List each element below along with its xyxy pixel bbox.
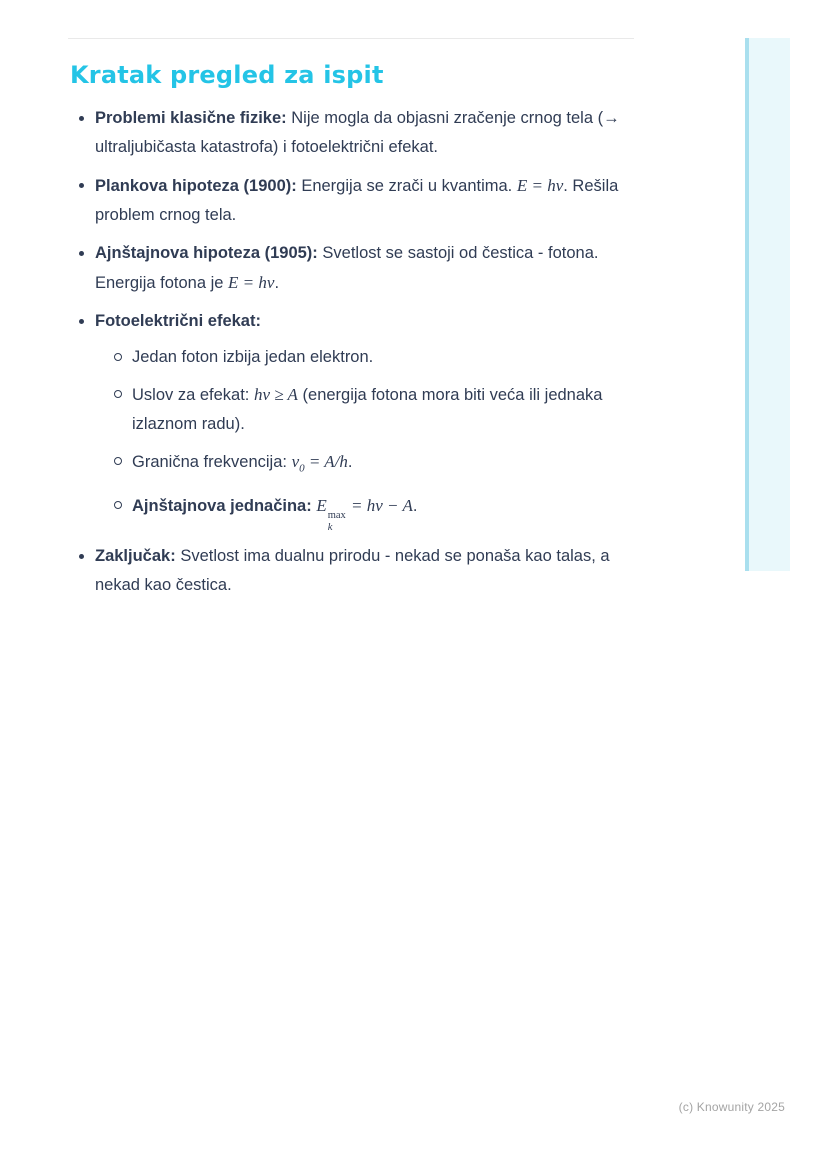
photoelectric-sub-list	[95, 343, 642, 533]
bullet-text: Nije mogla da objasni zračenje crnog tela (→ ultraljubičasta katastrofa) i fotoelektrični efekat.	[95, 109, 620, 156]
bullet-plankova-hipoteza	[70, 171, 642, 230]
formula-planck: E = hv	[516, 176, 564, 195]
formula-rest: = hv − A	[346, 496, 413, 516]
sub-bullet-jedan-foton	[105, 343, 642, 372]
top-divider	[68, 38, 634, 39]
bullet-label: Problemi klasične fizike:	[95, 109, 287, 127]
right-accent-strip	[745, 38, 790, 571]
bullet-text: .	[274, 274, 280, 292]
bullet-text: .	[347, 453, 353, 471]
copyright-footer: (c) Knowunity 2025	[678, 1100, 785, 1114]
sub-bullet-uslov-za-efekat	[105, 380, 642, 439]
sub-bullet-ajnstajnova-jednacina	[105, 491, 642, 533]
bullet-zakljucak	[70, 542, 642, 600]
formula-base: E	[316, 496, 327, 516]
formula-rest: = A/h	[304, 452, 348, 471]
bullet-label: Ajnštajnova jednačina:	[132, 497, 312, 516]
content-area	[70, 104, 642, 609]
sub-bullet-granicna-frekvencija	[105, 447, 642, 483]
bullet-ajnstajnova-hipoteza	[70, 239, 642, 298]
formula-condition: hv ≥ A	[253, 385, 298, 404]
bullet-text: Uslov za efekat:	[132, 386, 250, 404]
bullet-label: Zaključak:	[95, 547, 176, 566]
summary-list	[70, 104, 642, 600]
bullet-problemi-klasicne-fizike	[70, 104, 642, 162]
formula-einstein-equation	[316, 496, 413, 533]
formula-photon-energy: E = hv	[228, 273, 275, 292]
bullet-text: Granična frekvencija:	[132, 453, 287, 471]
bullet-text: Energija se zrači u kvantima.	[301, 177, 513, 195]
bullet-text: . Rešila problem crnog tela.	[95, 177, 619, 224]
bullet-text: (energija fotona mora biti veća ili jednaka izlaznom radu).	[132, 386, 603, 433]
formula-superscript: max	[327, 510, 346, 522]
bullet-text: Svetlost ima dualnu prirodu - nekad se ponaša kao talas, a nekad kao čestica.	[95, 547, 610, 595]
formula-subscript: k	[327, 521, 333, 533]
formula-threshold-frequency	[291, 452, 348, 475]
page-title: Kratak pregled za ispit	[70, 61, 384, 89]
formula-sup-sub-stack	[328, 510, 346, 533]
bullet-text: .	[412, 497, 418, 516]
bullet-label: Ajnštajnova hipoteza (1905):	[95, 244, 318, 262]
bullet-fotoelektricni-efekat	[70, 307, 642, 533]
bullet-text: Svetlost se sastoji od čestica - fotona. Energija fotona je	[95, 244, 599, 292]
formula-subscript: 0	[299, 462, 305, 475]
bullet-label: Fotoelektrični efekat:	[95, 312, 261, 330]
formula-base: v	[291, 452, 300, 471]
bullet-label: Plankova hipoteza (1900):	[95, 177, 297, 195]
bullet-text: Jedan foton izbija jedan elektron.	[132, 348, 374, 366]
